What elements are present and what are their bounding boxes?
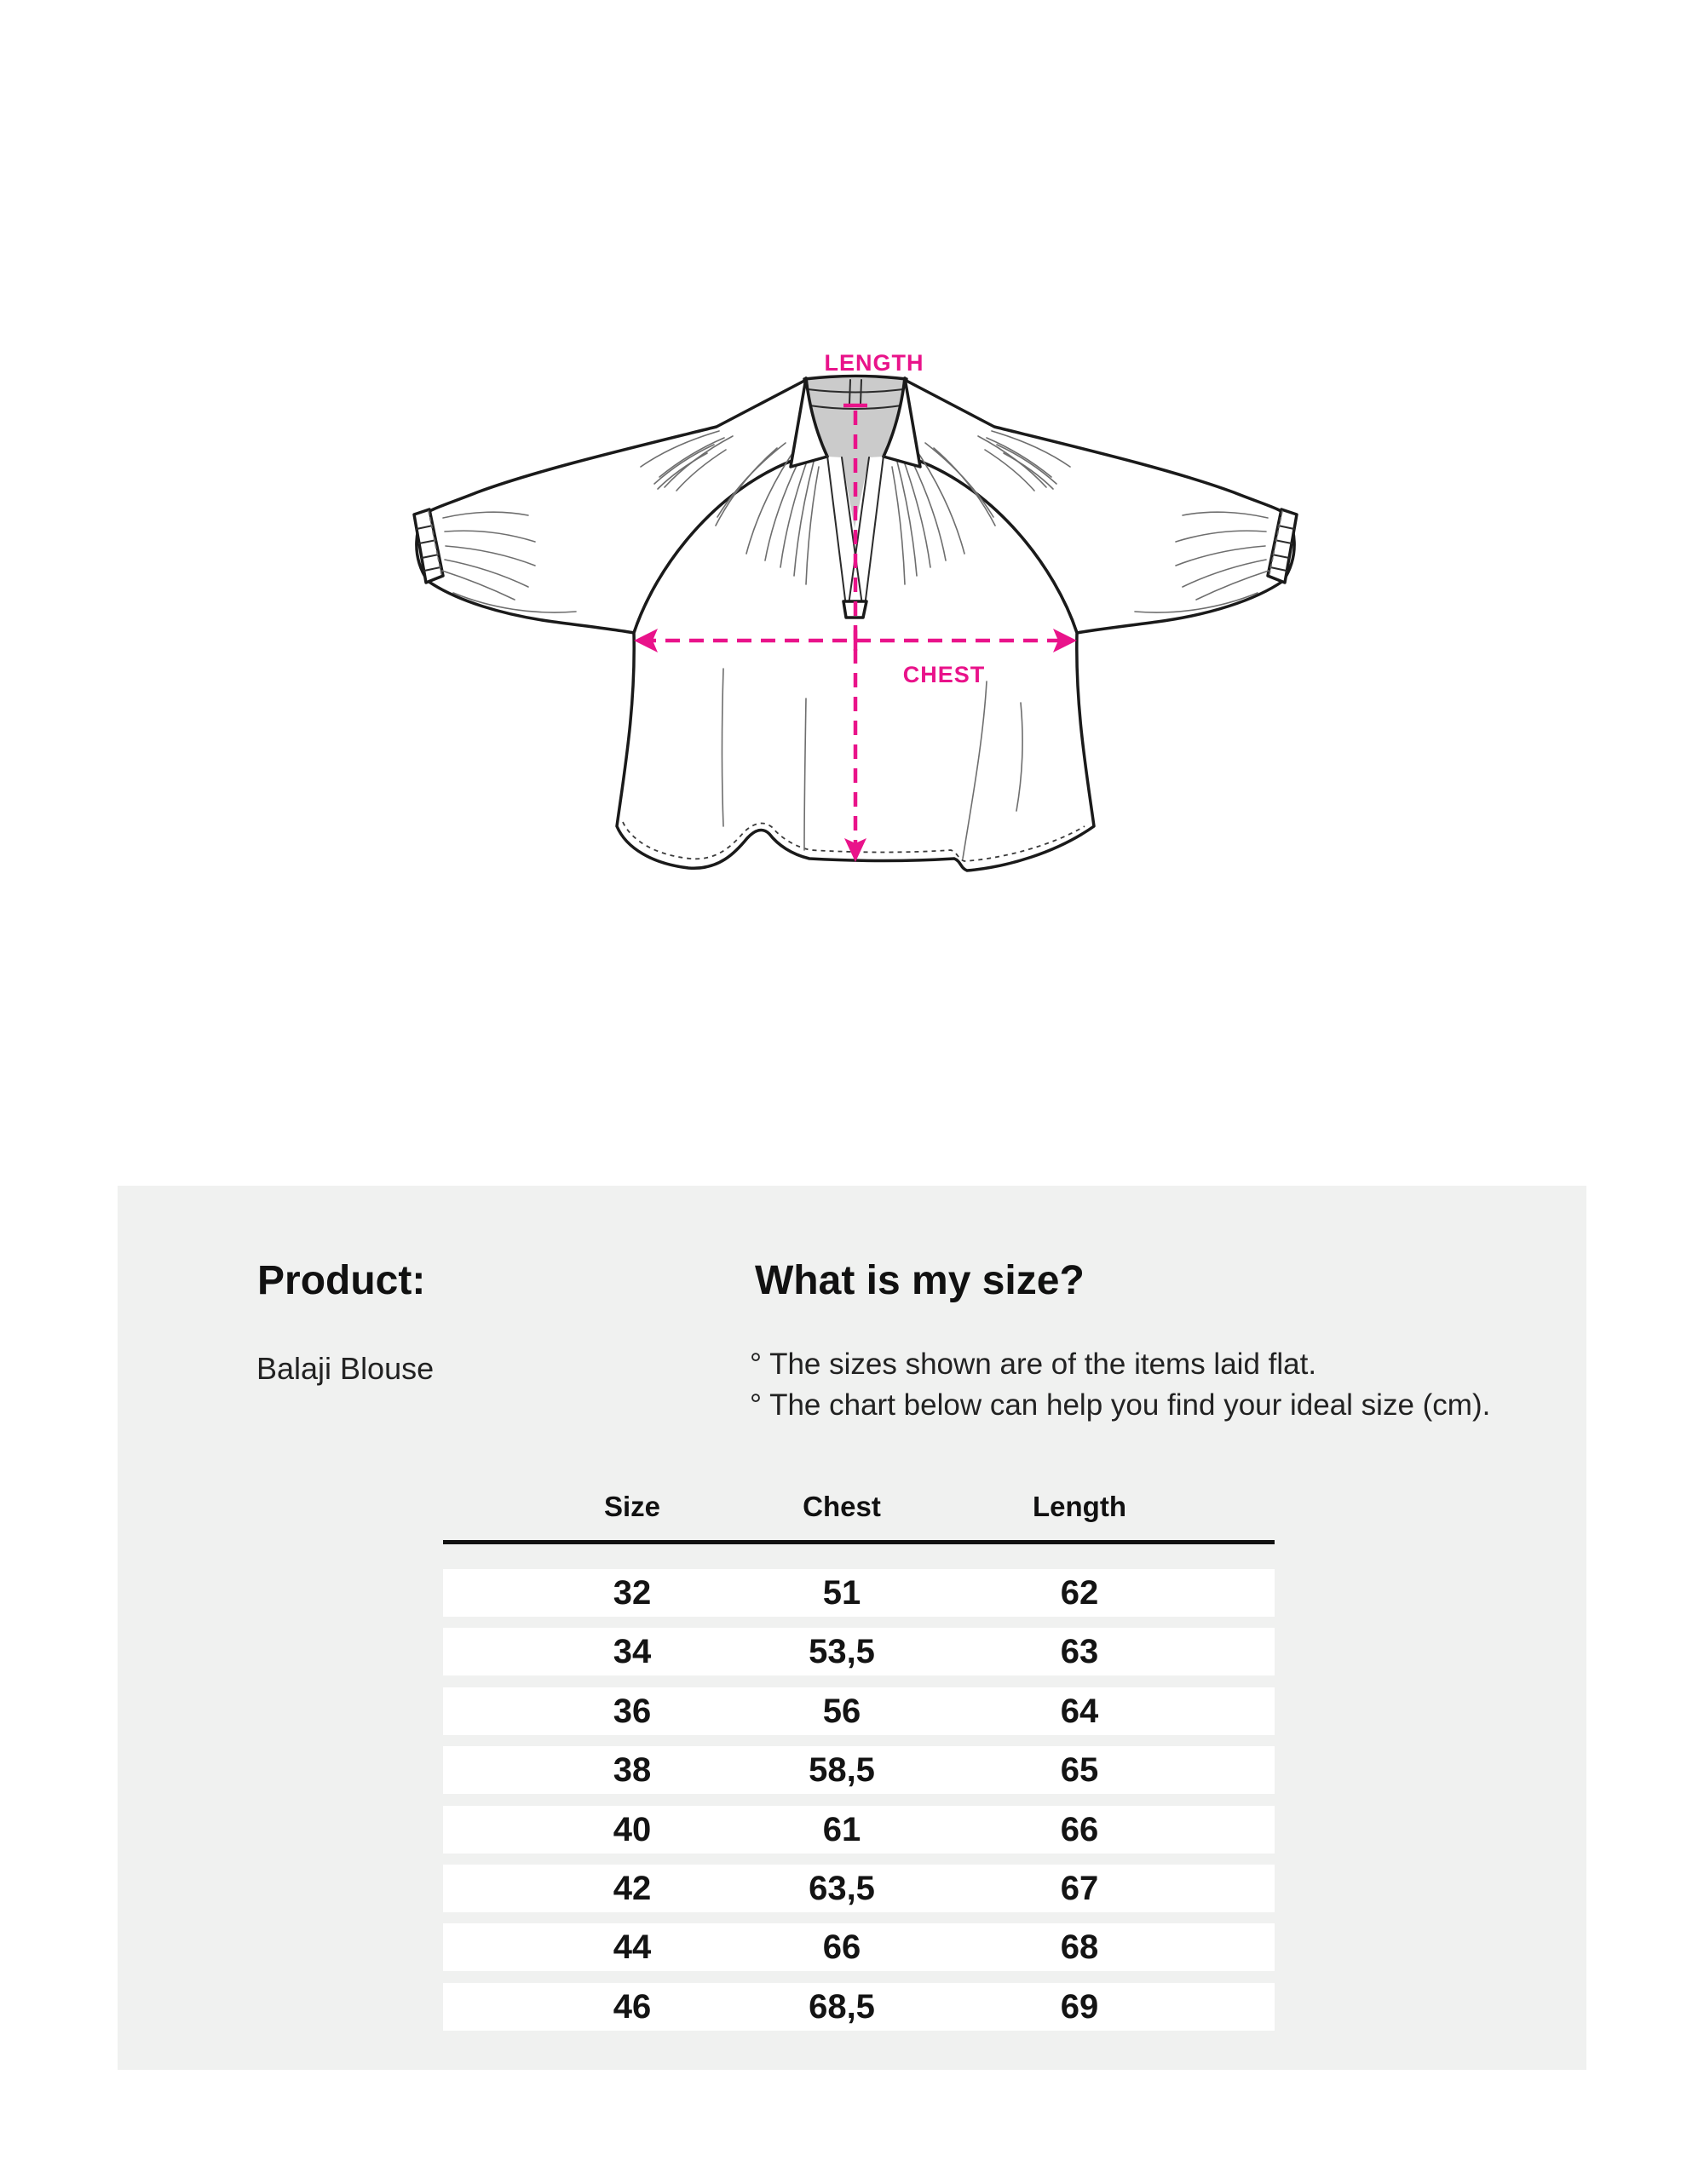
product-heading: Product: xyxy=(257,1258,426,1303)
table-cell: 68,5 xyxy=(809,1987,875,2026)
table-row xyxy=(443,1806,1275,1854)
table-row xyxy=(443,1865,1275,1912)
table-cell: 51 xyxy=(822,1574,861,1612)
size-table-rows xyxy=(443,1544,1275,2042)
table-cell: 40 xyxy=(613,1810,652,1848)
blouse-illustration xyxy=(375,341,1346,886)
column-header-length: Length xyxy=(1033,1491,1126,1522)
table-cell: 67 xyxy=(1060,1870,1099,1907)
table-row xyxy=(443,1569,1275,1617)
table-cell: 65 xyxy=(1060,1751,1099,1790)
table-cell: 61 xyxy=(822,1810,861,1848)
table-cell: 63,5 xyxy=(809,1870,875,1907)
table-row xyxy=(443,1983,1275,2031)
table-cell: 53,5 xyxy=(809,1633,875,1671)
size-table xyxy=(443,1486,1275,2042)
table-cell: 66 xyxy=(1060,1810,1099,1848)
size-notes xyxy=(750,1344,1490,1426)
product-name: Balaji Blouse xyxy=(256,1351,435,1386)
table-row xyxy=(443,1628,1275,1675)
table-cell: 58,5 xyxy=(809,1751,875,1790)
size-note-line: ° The chart below can help you find your ideal size (cm). xyxy=(750,1388,1491,1422)
table-cell: 66 xyxy=(822,1928,861,1967)
table-row xyxy=(443,1687,1275,1735)
table-cell: 44 xyxy=(613,1928,652,1967)
table-cell: 46 xyxy=(613,1987,652,2026)
table-row xyxy=(443,1923,1275,1971)
table-cell: 69 xyxy=(1060,1987,1099,2026)
size-note-line: ° The sizes shown are of the items laid flat. xyxy=(750,1348,1317,1381)
table-cell: 64 xyxy=(1060,1692,1099,1730)
table-cell: 38 xyxy=(613,1751,652,1790)
table-cell: 36 xyxy=(613,1692,652,1730)
info-panel xyxy=(118,1186,1586,2070)
table-cell: 68 xyxy=(1060,1928,1099,1967)
column-header-size: Size xyxy=(603,1491,661,1522)
table-row xyxy=(443,1746,1275,1794)
size-table-header xyxy=(443,1486,1275,1540)
table-cell: 63 xyxy=(1060,1633,1099,1671)
chest-label: CHEST xyxy=(902,662,986,687)
table-cell: 62 xyxy=(1060,1574,1099,1612)
size-heading: What is my size? xyxy=(755,1258,1085,1303)
table-cell: 42 xyxy=(613,1870,652,1907)
table-cell: 34 xyxy=(613,1633,652,1671)
table-cell: 56 xyxy=(822,1692,861,1730)
blouse-svg xyxy=(375,341,1346,886)
column-header-chest: Chest xyxy=(803,1491,881,1522)
table-cell: 32 xyxy=(613,1574,652,1612)
length-label: LENGTH xyxy=(824,350,924,376)
